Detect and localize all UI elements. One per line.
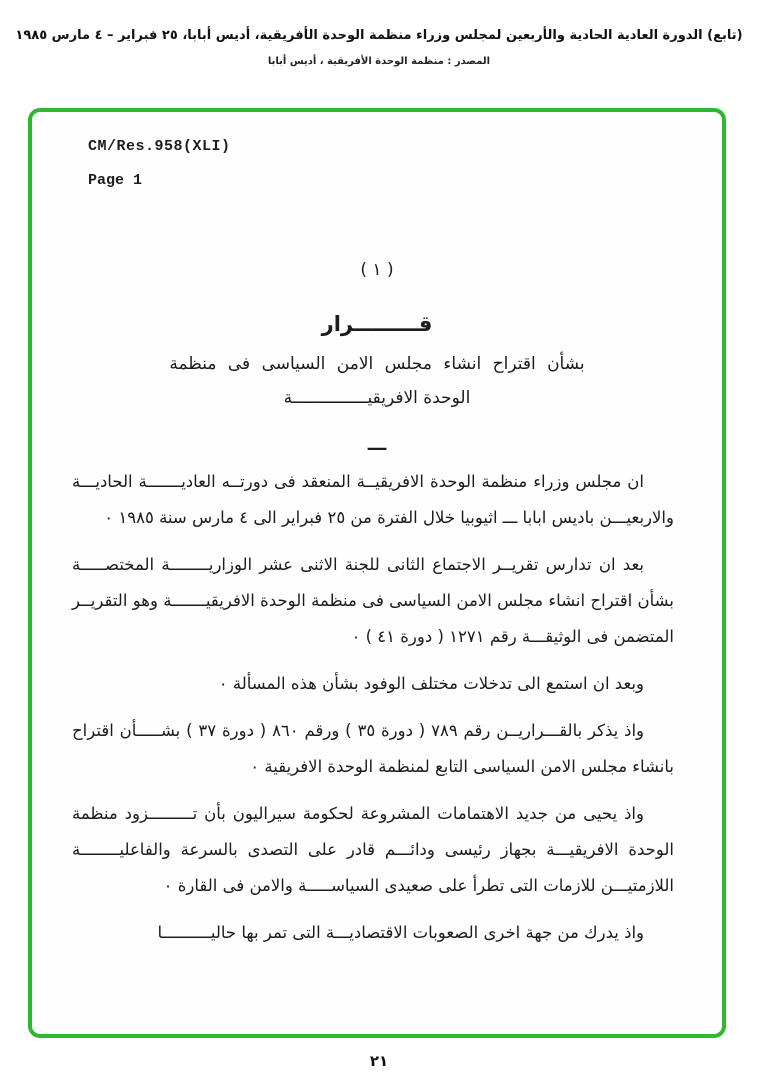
paragraph: وبعد ان استمع الى تدخلات مختلف الوفود بشأن هذه المسألة ٠ <box>218 674 644 693</box>
paragraph: واذ يذكر بالقـــراريــن رقم ٧٨٩ ( دورة ٣٥ ) ورقم ٨٦٠ ( دورة ٣٧ ) بشـــــأن اقتراح بانشاء مجلس الامن السياسى التابع لمنظمة الوحدة الافريقية ٠ <box>72 721 674 776</box>
scan-page <box>32 112 722 1034</box>
resolution-subject-line1: بشأن اقتراح انشاء مجلس الامن السياسى فى منظمة <box>169 354 585 374</box>
paragraph: ان مجلس وزراء منظمة الوحدة الافريقيــة المنعقد فى دورتــه العاديـــــــة الحاديـــة والاربعيـــن باديس ابابا ـــ اثيوبيا خلال الفترة من ٢٥ فبراير الى ٤ مارس سنة ١٩٨٥ ٠ <box>72 472 674 527</box>
doc-body <box>72 464 674 962</box>
footer-page-number: ٢١ <box>369 1052 389 1070</box>
separator-dash: ـــ <box>367 434 387 455</box>
scan-frame <box>28 108 726 1038</box>
resolution-subject-line2: الوحدة الافريقيـــــــــــــــة <box>283 388 471 408</box>
doc-page-label: Page 1 <box>88 172 143 189</box>
paragraph: واذ يحيى من جديد الاهتمامات المشروعة لحكومة سيراليون بأن تـــــــــزود منظمة الوحدة الافريقيـــة بجهاز رئيسى ودائـــم قادر على التصدى بالسرعة والفاعليــــــــة اللازمتيـــن للازمات التى تطرأ على صعيدى السياســـــة والامن فى القارة ٠ <box>72 804 674 895</box>
paragraph: بعد ان تدارس تقريــر الاجتماع الثانى للجنة الاثنى عشر الوزاريــــــــة المختصـــــة بشأن اقتراح انشاء مجلس الامن السياسى فى منظمة الوحدة الافريقيـــــــة وهو التقريــر المتضمن فى الوثيقـــة رقم ١٢٧١ ( دورة ٤١ ) ٠ <box>72 555 674 646</box>
item-number: ( ١ ) <box>360 260 394 280</box>
source-caption: المصدر : منظمة الوحدة الأفريقية ، أديس أبابا <box>267 56 491 67</box>
doc-head <box>32 260 722 455</box>
doc-reference: CM/Res.958(XLI) <box>88 138 231 155</box>
paragraph: واذ يدرك من جهة اخرى الصعوبات الاقتصاديـــة التى تمر بها حاليــــــــــا <box>157 923 644 942</box>
resolution-title: قـــــــــرار <box>321 312 433 336</box>
header-caption: (تابع) الدورة العادية الحادية والأربعين لمجلس وزراء منظمة الوحدة الأفريقية، أديس أبابا، ٢٥ فبراير – ٤ مارس ١٩٨٥ <box>15 28 743 43</box>
